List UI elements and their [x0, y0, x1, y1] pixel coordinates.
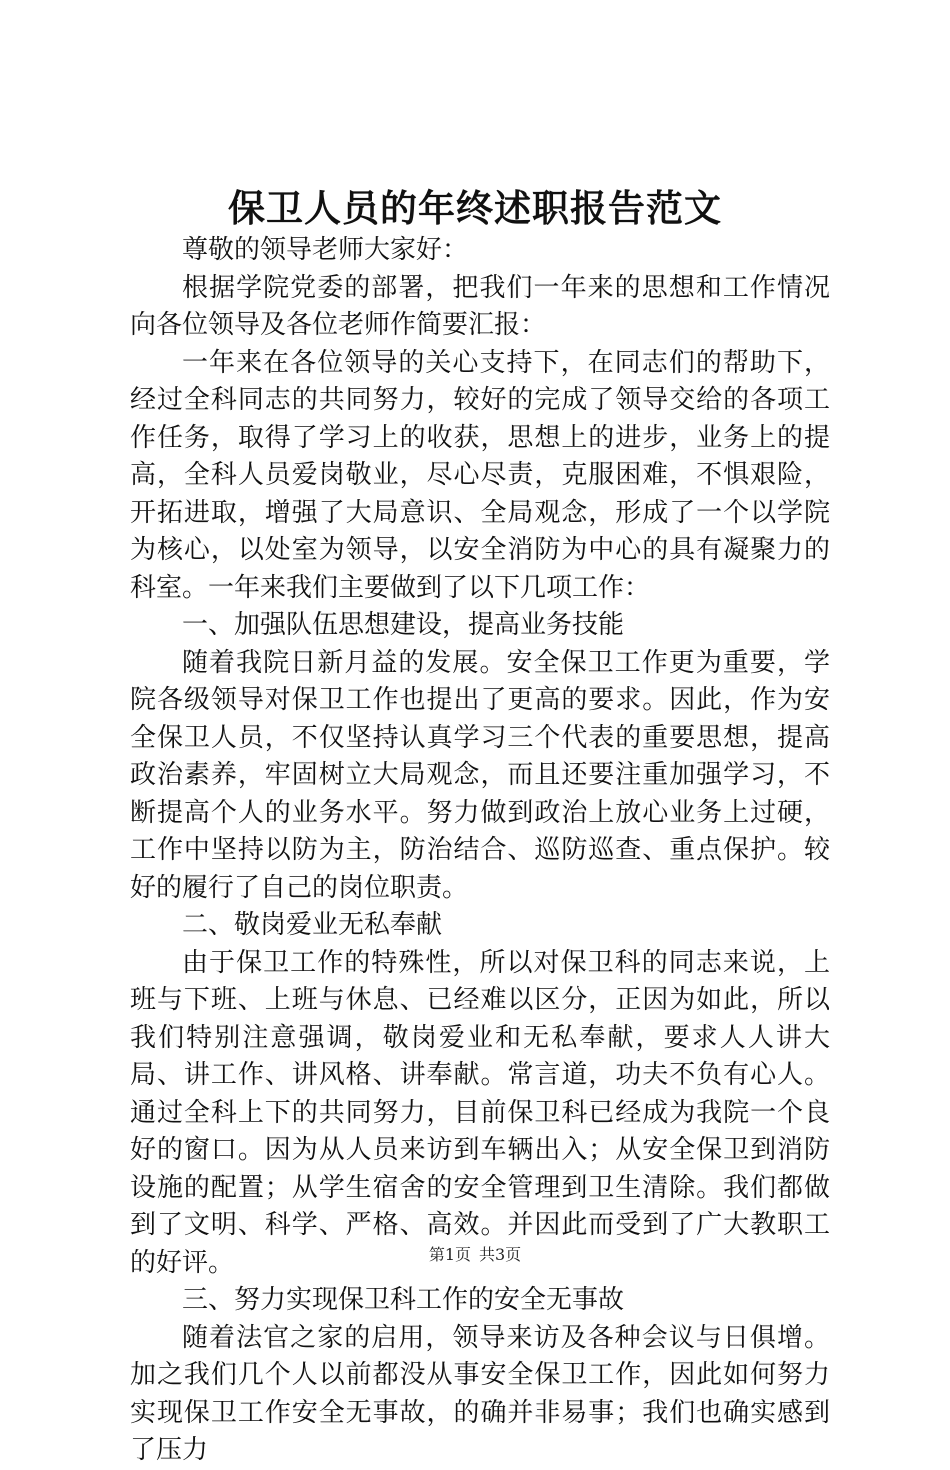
paragraph-summary: 一年来在各位领导的关心支持下，在同志们的帮助下，经过全科同志的共同努力，较好的完成了领导交给的各项工作任务，取得了学习上的收获，思想上的进步，业务上的提高，全科人员爱岗敬业，尽心尽责，克服困难，不惧艰险，开拓进取，增强了大局意识、全局观念，形成了一个以学院为核心，以处室为领导，以安全消防为中心的具有凝聚力的科室。一年来我们主要做到了以下几项工作：: [130, 347, 830, 603]
page-total: 共3页: [479, 1245, 522, 1264]
paragraph-section-3: 随着法官之家的启用，领导来访及各种会议与日俱增。加之我们几个人以前都没从事安全保卫工作，因此如何努力实现保卫工作安全无事故，的确并非易事；我们也确实感到了压力: [130, 1322, 830, 1465]
section-heading-1: 一、加强队伍思想建设，提高业务技能: [182, 610, 625, 640]
paragraph-greeting: 尊敬的领导老师大家好：: [182, 235, 469, 265]
document-body: [130, 232, 830, 1470]
section-heading-2: 二、敬岗爱业无私奉献: [182, 910, 443, 940]
paragraph-section-1: 随着我院日新月益的发展。安全保卫工作更为重要，学院各级领导对保卫工作也提出了更高的要求。因此，作为安全保卫人员，不仅坚持认真学习三个代表的重要思想，提高政治素养，牢固树立大局观念，而且还要注重加强学习，不断提高个人的业务水平。努力做到政治上放心业务上过硬，工作中坚持以防为主，防治结合、巡防巡查、重点保护。较好的履行了自己的岗位职责。: [130, 647, 830, 903]
document-title: 保卫人员的年终述职报告范文: [228, 186, 722, 230]
paragraph-intro: 根据学院党委的部署，把我们一年来的思想和工作情况向各位领导及各位老师作简要汇报：: [130, 272, 830, 340]
paragraph-section-2: 由于保卫工作的特殊性，所以对保卫科的同志来说，上班与下班、上班与休息、已经难以区分，正因为如此，所以我们特别注意强调，敬岗爱业和无私奉献，要求人人讲大局、讲工作、讲风格、讲奉献。常言道，功夫不负有心人。通过全科上下的共同努力，目前保卫科已经成为我院一个良好的窗口。因为从人员来访到车辆出入；从安全保卫到消防设施的配置；从学生宿舍的安全管理到卫生清除。我们都做到了文明、科学、严格、高效。并因此而受到了广大教职工的好评。: [130, 947, 830, 1278]
page-footer: [0, 1244, 950, 1266]
section-heading-3: 三、努力实现保卫科工作的安全无事故: [182, 1285, 625, 1315]
page-number: 第1页: [428, 1245, 471, 1264]
